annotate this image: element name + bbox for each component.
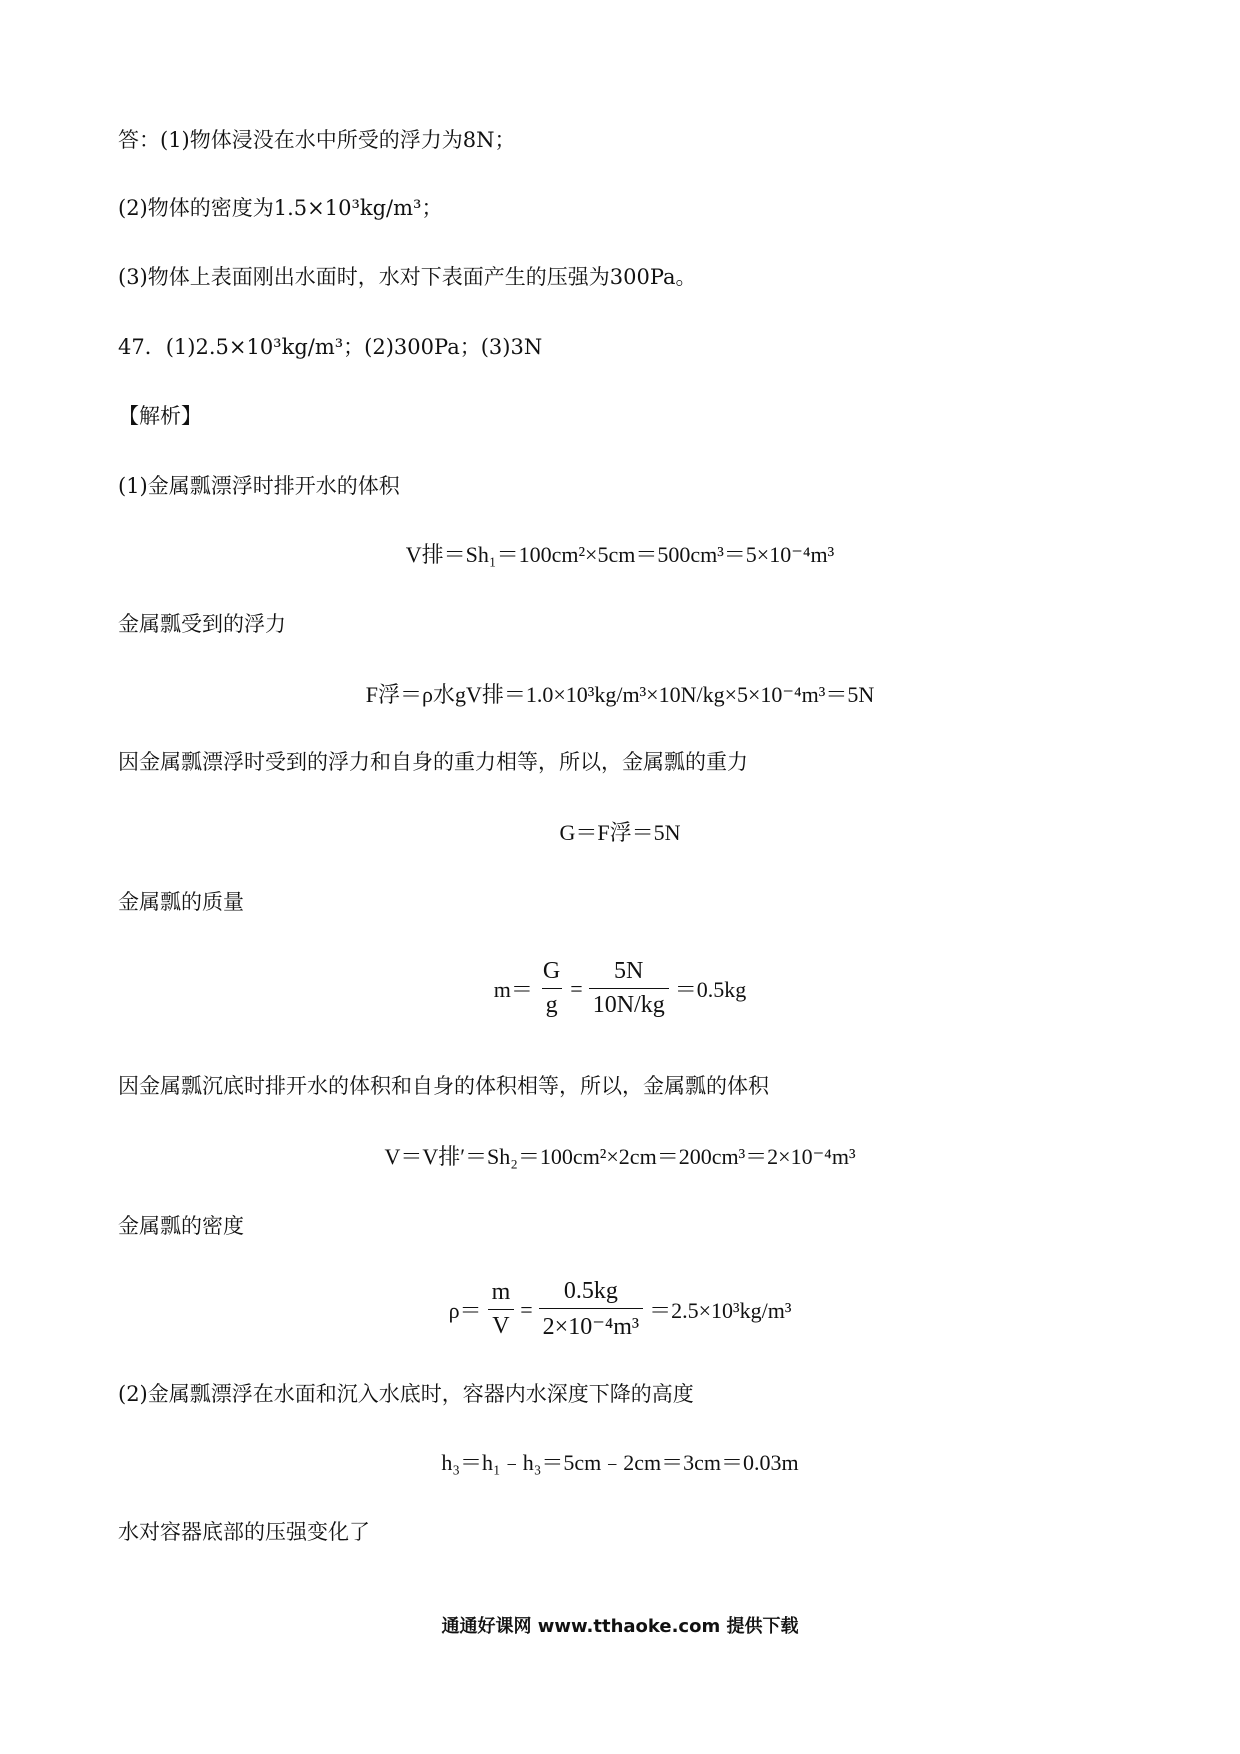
answer-line-3: (3)物体上表面刚出水面时，水对下表面产生的压强为300Pa。 xyxy=(118,265,697,289)
question-47-answer: 47．(1)2.5×10³kg/m³；(2)300Pa；(3)3N xyxy=(118,335,543,359)
mass-rhs: ＝0.5kg xyxy=(674,977,747,1002)
density-rhs: ＝2.5×10³kg/m³ xyxy=(649,1298,792,1323)
equation-height: h₃＝h₁﹣h₃＝5cm﹣2cm＝3cm＝0.03m xyxy=(441,1450,799,1475)
mass-fraction-2-numerator: 5N xyxy=(614,958,644,984)
equation-displaced-volume: V排＝Sh₁＝100cm²×5cm＝500cm³＝5×10⁻⁴m³ xyxy=(405,542,835,567)
paragraph-2: 金属瓢受到的浮力 xyxy=(118,612,286,636)
mass-lhs: m＝ xyxy=(493,977,533,1002)
paragraph-7: (2)金属瓢漂浮在水面和沉入水底时，容器内水深度下降的高度 xyxy=(118,1382,694,1406)
mass-fraction-1-denominator: g xyxy=(542,988,562,1019)
answer-line-1: 答：(1)物体浸没在水中所受的浮力为8N； xyxy=(118,128,516,152)
mass-fraction-2 xyxy=(589,958,669,1019)
equals-sign: = xyxy=(520,1296,533,1322)
paragraph-6: 金属瓢的密度 xyxy=(118,1214,244,1238)
answer-line-2: (2)物体的密度为1.5×10³kg/m³； xyxy=(118,196,443,220)
density-fraction-1-numerator: m xyxy=(491,1279,511,1305)
equation-gravity: G＝F浮＝5N xyxy=(559,820,681,845)
density-lhs: ρ＝ xyxy=(448,1298,482,1323)
density-fraction-1-denominator: V xyxy=(488,1309,513,1340)
paragraph-8: 水对容器底部的压强变化了 xyxy=(118,1520,370,1544)
mass-fraction-1 xyxy=(539,958,564,1019)
density-fraction-2-numerator: 0.5kg xyxy=(563,1278,618,1304)
equation-volume: V＝V排′＝Sh₂＝100cm²×2cm＝200cm³＝2×10⁻⁴m³ xyxy=(384,1144,856,1169)
mass-fraction-1-numerator: G xyxy=(542,958,561,984)
density-fraction-2-denominator: 2×10⁻⁴m³ xyxy=(539,1308,643,1341)
footer-source: 通通好课网 www.tthaoke.com 提供下载 xyxy=(441,1616,799,1637)
equation-buoyancy: F浮＝ρ水gV排＝1.0×10³kg/m³×10N/kg×5×10⁻⁴m³＝5N xyxy=(365,682,875,707)
paragraph-5: 因金属瓢沉底时排开水的体积和自身的体积相等，所以，金属瓢的体积 xyxy=(118,1074,769,1098)
density-fraction-2 xyxy=(539,1278,643,1341)
equation-mass xyxy=(0,958,1240,1019)
paragraph-3: 因金属瓢漂浮时受到的浮力和自身的重力相等，所以，金属瓢的重力 xyxy=(118,750,748,774)
mass-fraction-2-denominator: 10N/kg xyxy=(589,988,669,1019)
paragraph-4: 金属瓢的质量 xyxy=(118,890,244,914)
density-fraction-1 xyxy=(488,1279,515,1340)
paragraph-1: (1)金属瓢漂浮时排开水的体积 xyxy=(118,474,400,498)
equals-sign: = xyxy=(570,975,583,1001)
analysis-heading: 【解析】 xyxy=(118,404,202,428)
equation-density xyxy=(0,1278,1240,1341)
